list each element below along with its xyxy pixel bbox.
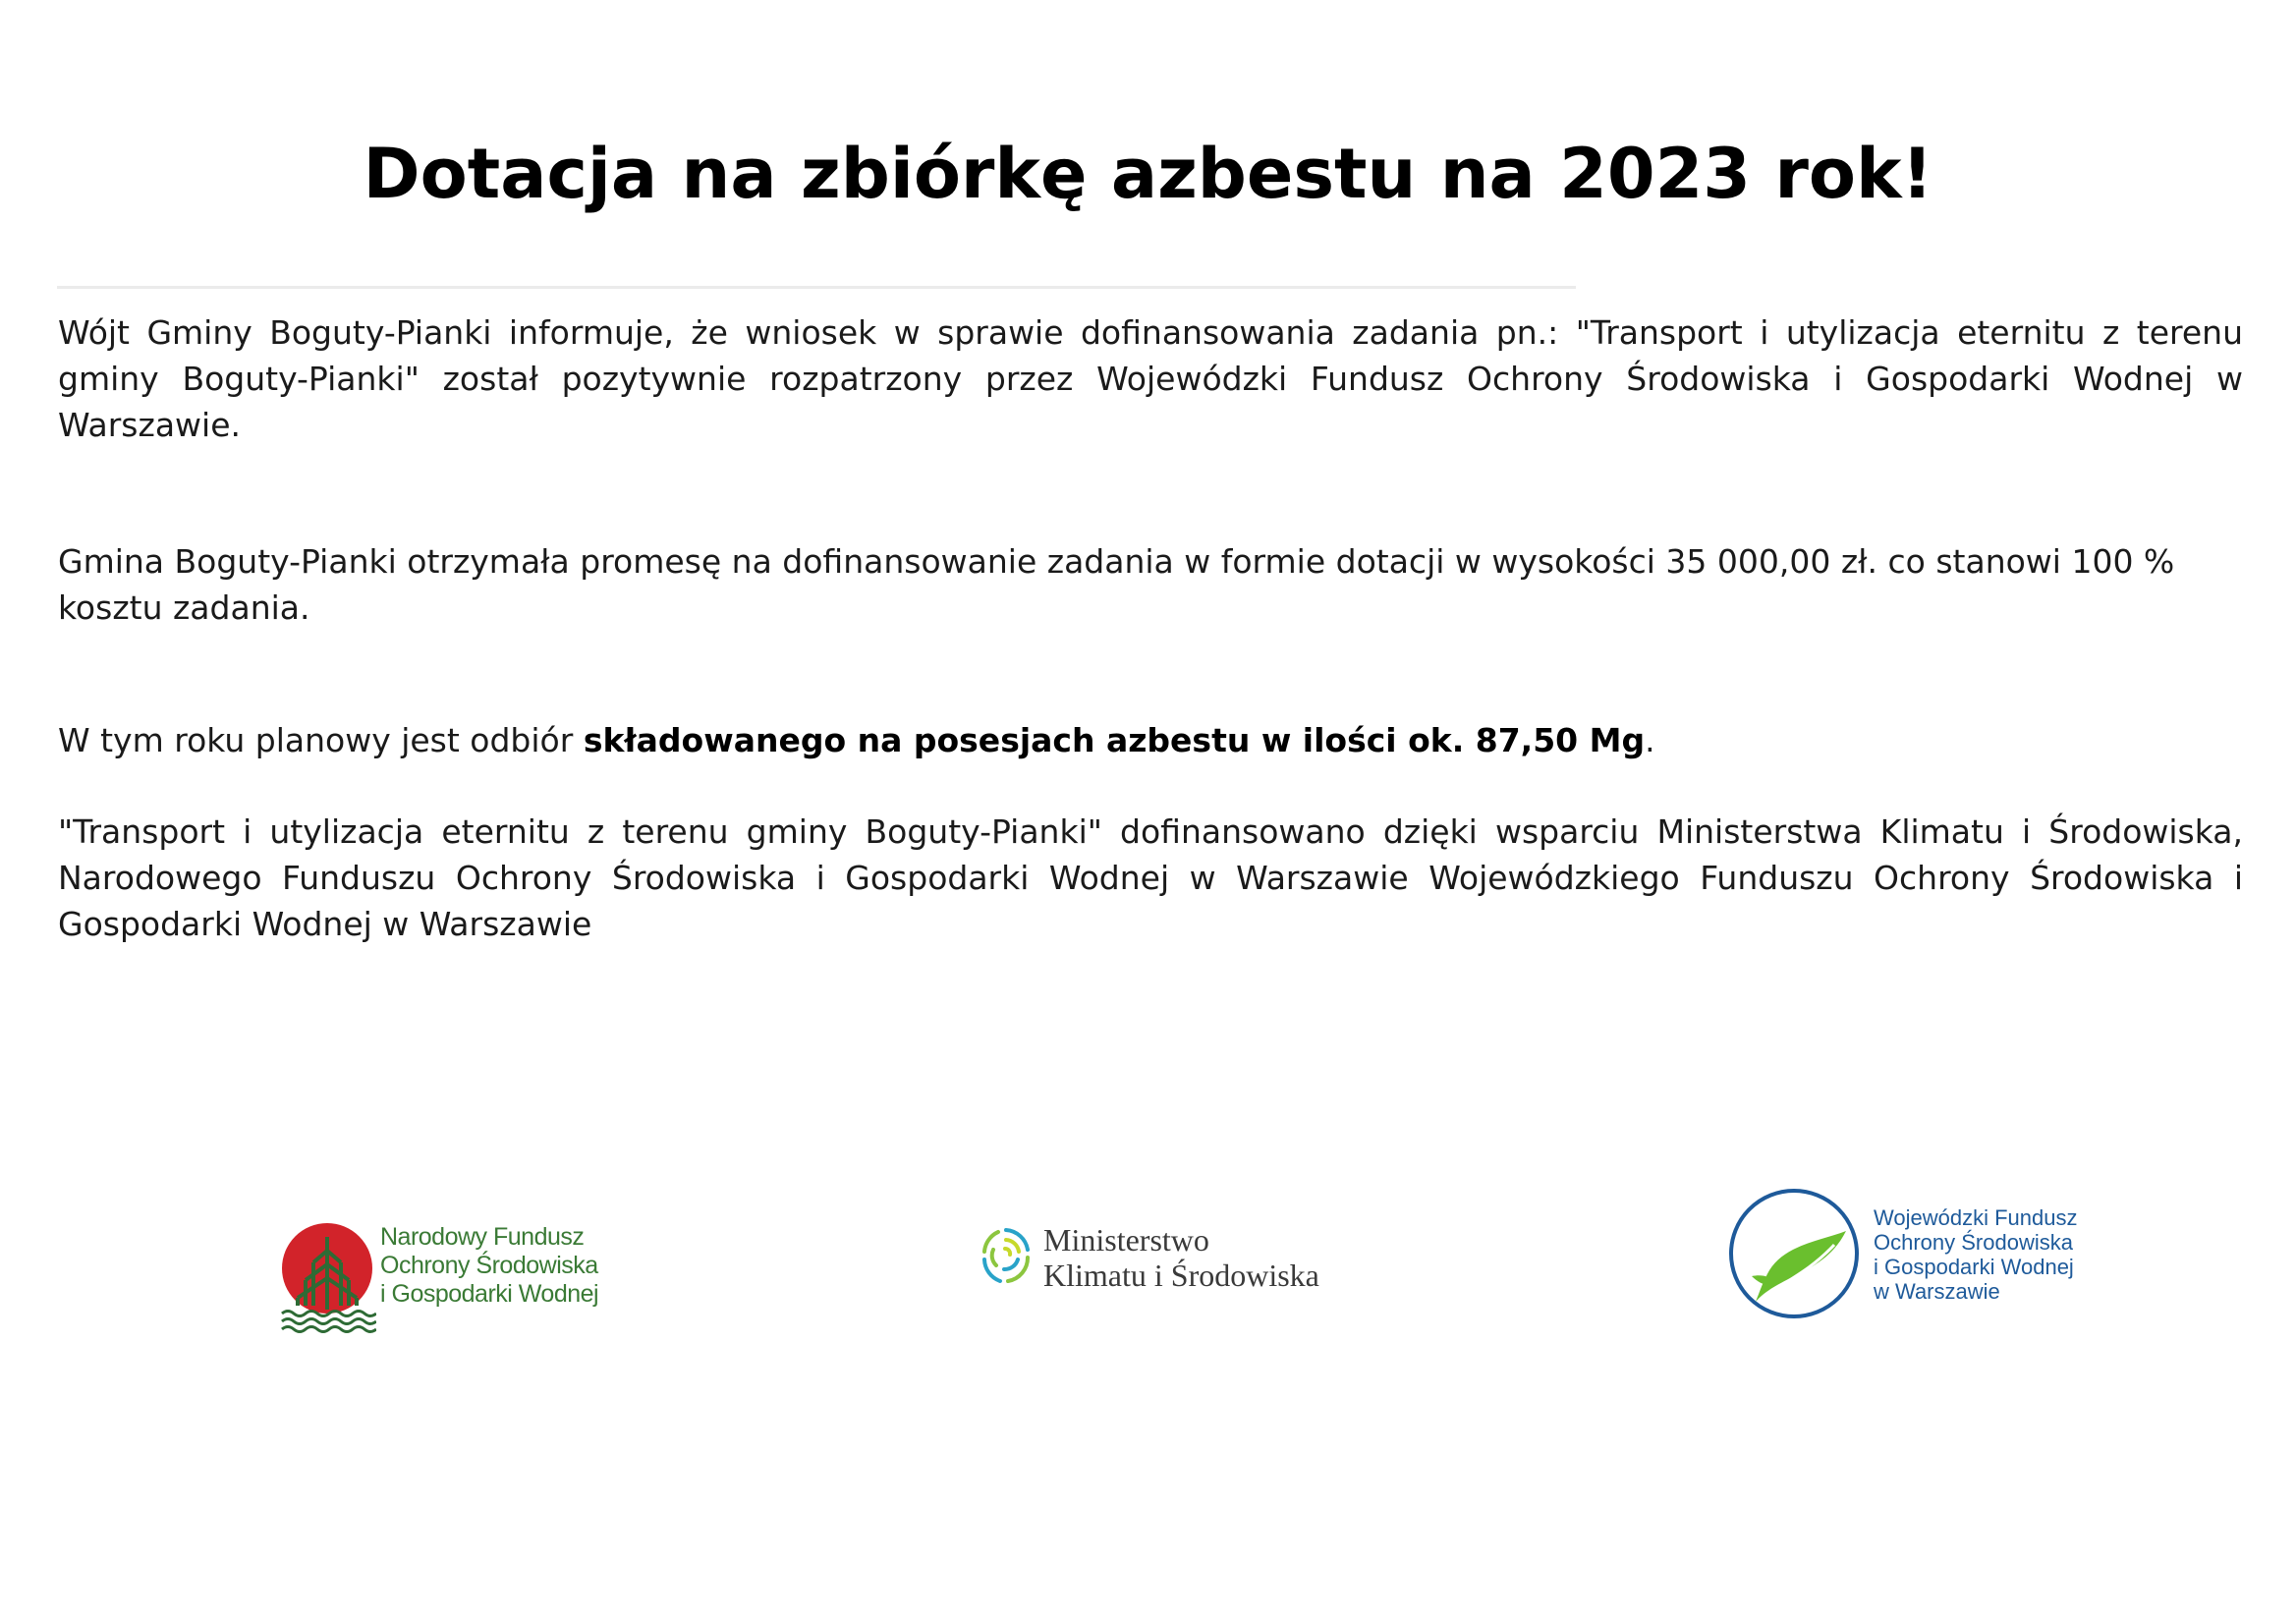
paragraph-funding-sources: "Transport i utylizacja eternitu z terenu gminy Boguty-Pianki" dofinansowano dzięki wsparciu Ministerstwa Klimatu i Środowiska, Narodowego Funduszu Ochrony Środowiska i Gospodarki Wodnej w Warszawie Wojewódzkiego Funduszu Ochrony Środowiska i Gospodarki Wodnej w Warszawie xyxy=(58,812,2243,943)
planned-collection-emphasis: składowanego na posesjach azbestu w ilości ok. 87,50 Mg xyxy=(583,721,1646,759)
mkis-line-1: Ministerstwo xyxy=(1043,1222,1209,1258)
wfosigw-logo-text xyxy=(1874,1205,2077,1304)
nfosigw-line-3: i Gospodarki Wodnej xyxy=(380,1280,599,1308)
page-title: Dotacja na zbiórkę azbestu na 2023 rok! xyxy=(363,134,1933,214)
mkis-line-2: Klimatu i Środowiska xyxy=(1043,1258,1319,1293)
paragraph-grant-amount: Gmina Boguty-Pianki otrzymała promesę na dofinansowanie zadania w formie dotacji w wysokości 35 000,00 zł. co stanowi 100 % kosztu zadania. xyxy=(58,542,2175,627)
mkis-logo-text xyxy=(1043,1222,1319,1293)
nfosigw-line-1: Narodowy Fundusz xyxy=(380,1223,585,1251)
nfosigw-logo-text xyxy=(380,1223,598,1309)
wfosigw-logo xyxy=(1726,1186,2158,1323)
planned-collection-text: W tym roku planowy jest odbiór xyxy=(58,721,584,759)
nfosigw-line-2: Ochrony Środowiska xyxy=(380,1252,598,1279)
planned-collection-end: . xyxy=(1645,721,1655,759)
wfosigw-line-4: w Warszawie xyxy=(1874,1279,2000,1304)
wfosigw-logo-icon xyxy=(1726,1186,1862,1321)
nfosigw-logo-icon xyxy=(278,1219,376,1337)
wfosigw-line-1: Wojewódzki Fundusz xyxy=(1874,1205,2078,1230)
mkis-logo-icon xyxy=(979,1224,1034,1289)
paragraph-announcement: Wójt Gminy Boguty-Pianki informuje, że wniosek w sprawie dofinansowania zadania pn.: "Transport i utylizacja eternitu z terenu gminy Boguty-Pianki" został pozytywnie rozpatrzony przez Wojewódzki Fundusz Ochrony Środowiska i Gospodarki Wodnej w Warszawie. xyxy=(58,313,2243,444)
wfosigw-line-3: i Gospodarki Wodnej xyxy=(1874,1255,2074,1279)
wfosigw-line-2: Ochrony Środowiska xyxy=(1874,1230,2073,1255)
nfosigw-logo xyxy=(278,1219,612,1337)
paragraph-planned-collection xyxy=(58,717,2243,763)
mkis-logo xyxy=(979,1222,1372,1301)
title-divider xyxy=(57,286,1576,289)
